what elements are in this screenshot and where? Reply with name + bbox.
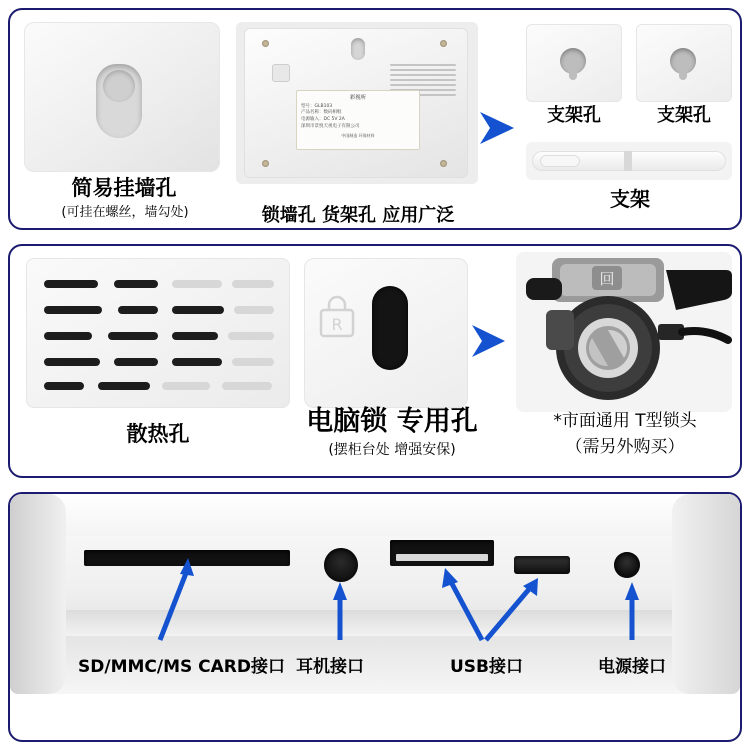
vent-slot [222,382,272,390]
vent-slot [172,332,218,340]
bracket-hole-icon [560,48,586,74]
screw-icon [262,40,269,47]
bracket-hole-photo-right [636,24,732,102]
device-bevel [10,610,740,636]
usb-micro-port [514,556,570,574]
stand-knob [540,155,580,167]
vent-holes-photo [26,258,290,408]
vent-slot [98,382,150,390]
lock-icon [318,294,356,338]
vent-slot [232,280,274,288]
screw-icon [262,160,269,167]
vent-slot [114,358,158,366]
bracket-hole-caption-left: 支架孔 [547,105,601,126]
panel-mounting-holes [8,8,742,230]
usb-port [390,540,494,566]
device-back-body [244,28,468,178]
usb-port-label: USB接口 [450,657,524,677]
vent-slot [44,382,84,390]
vent-slot [172,358,222,366]
vent-slot [172,306,224,314]
lock-caption: 电脑锁 专用孔 [306,406,478,437]
label-line-1: 产品名称：数码相框 [301,110,342,116]
vent-slot [114,280,158,288]
lock-subcaption: (摆柜台处 增强安保) [328,442,456,458]
t-lock-head-photo [516,252,732,412]
stand-caption: 支架 [610,187,650,211]
bracket-hole-caption-right: 支架孔 [657,105,711,126]
vent-slot [228,332,274,340]
wall-hole-caption: 简易挂墙孔 [71,176,177,200]
vent-slot [108,332,158,340]
vent-slot [172,280,222,288]
vent-holes-caption: 散热孔 [126,422,190,446]
vent-slot [44,280,98,288]
t-lock-caption-line2: （需另外购买） [565,437,685,457]
stand-photo [526,142,732,180]
t-lock-caption-line1: *市面通用 T型锁头 [553,411,697,431]
t-lock-illustration [516,252,732,412]
screw-icon [440,160,447,167]
vent-slot [44,306,102,314]
sd-card-port [84,550,290,566]
keyhole-slot-icon [96,64,142,138]
sd-card-port-label: SD/MMC/MS CARD接口 [78,657,285,677]
square-hole-icon [272,64,290,82]
headphone-port [324,548,358,582]
back-panel-caption: 锁墙孔 货架孔 应用广泛 [261,205,455,226]
panel-ports [8,492,742,742]
wall-hole-photo [24,22,220,172]
vent-slot [44,332,92,340]
device-right-edge [672,494,740,694]
bracket-hole-photo-left [526,24,622,102]
lock-slot-photo [304,258,468,408]
label-title: 彩视听 [349,95,367,101]
power-port [614,552,640,578]
label-line-3: 深圳市景悦天视电子有限公司 [301,124,360,130]
device-back-photo [236,22,478,184]
vent-slot [232,358,274,366]
vent-slot [162,382,210,390]
device-left-edge [10,494,66,694]
hang-slot-icon [351,38,365,60]
svg-text:回: 回 [599,270,615,288]
power-port-label: 电源接口 [598,657,666,677]
vent-slot [118,306,158,314]
panel-vents-and-lock [8,244,742,478]
bracket-hole-icon [670,48,696,74]
device-top-surface [10,494,740,536]
vent-slot [234,306,274,314]
vent-slot [44,358,100,366]
label-line-0: 型号：GLB103 [301,103,333,109]
screw-icon [440,40,447,47]
product-spec-label [296,90,420,150]
label-line-2: 电源输入：DC 5V 2A [301,117,345,123]
svg-text:R: R [331,315,343,334]
label-footer: 中国制造 环保材料 [341,133,375,139]
headphone-port-label: 耳机接口 [296,657,364,677]
lock-slot-hole [372,286,408,370]
wall-hole-subcaption: (可挂在螺丝，墙勾处) [61,205,189,220]
